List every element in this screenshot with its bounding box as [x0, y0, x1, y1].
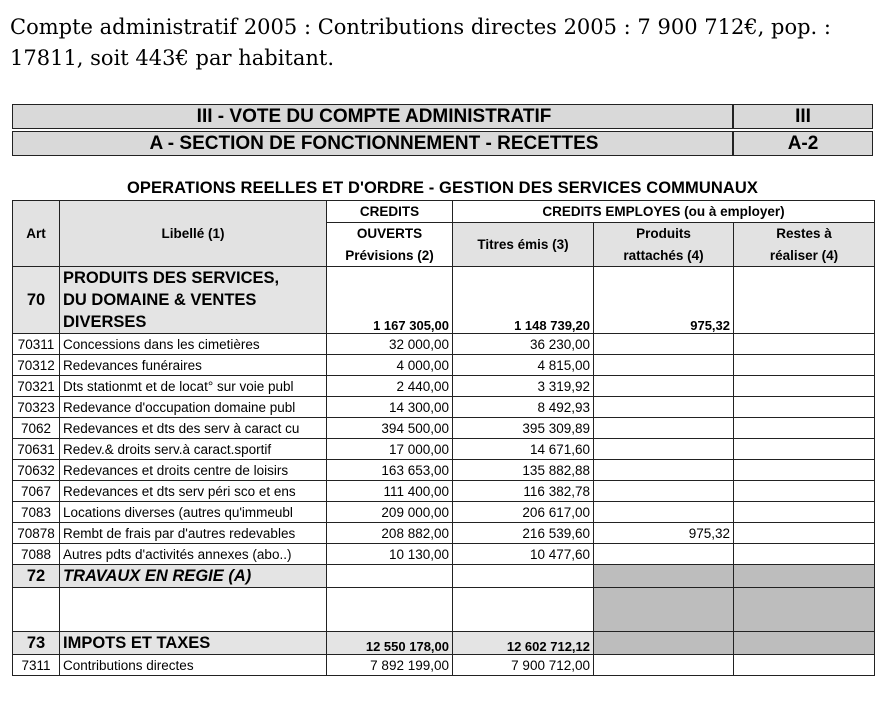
- prevision-cell: 209 000,00: [327, 502, 453, 523]
- restes-cell: [734, 481, 875, 502]
- titres-cell: 395 309,89: [453, 418, 594, 439]
- produits-cell: [594, 439, 734, 460]
- empty-cell: [60, 588, 327, 632]
- produits-cell: [594, 397, 734, 418]
- art-cell: 70631: [13, 439, 60, 460]
- chapter-art: 70: [13, 267, 60, 334]
- empty-row: [13, 588, 875, 632]
- produits-cell: [594, 544, 734, 565]
- empty-cell: [453, 588, 594, 632]
- restes-cell: [734, 334, 875, 355]
- chapter-label: [60, 267, 327, 334]
- banner-title: III - VOTE DU COMPTE ADMINISTRATIF: [196, 106, 552, 127]
- titres-cell: 4 815,00: [453, 355, 594, 376]
- chapter-art: 72: [13, 565, 60, 588]
- chapter-titres: [453, 565, 594, 588]
- table-row: [13, 418, 875, 439]
- chapter-produits: 975,32: [594, 267, 734, 334]
- prevision-cell: 4 000,00: [327, 355, 453, 376]
- restes-cell: [734, 376, 875, 397]
- chapter-row: [13, 267, 875, 334]
- header-produits: Produits: [594, 223, 734, 245]
- table-row: [13, 397, 875, 418]
- label-cell: Contributions directes: [60, 655, 327, 676]
- chapter-produits: [594, 632, 734, 655]
- produits-cell: [594, 355, 734, 376]
- art-cell: 70632: [13, 460, 60, 481]
- titres-cell: 3 319,92: [453, 376, 594, 397]
- prevision-cell: 17 000,00: [327, 439, 453, 460]
- header-restes: Restes à: [734, 223, 875, 245]
- chapter-prevision: 12 550 178,00: [327, 632, 453, 655]
- prevision-cell: 111 400,00: [327, 481, 453, 502]
- restes-cell: [734, 544, 875, 565]
- chapter-restes: [734, 565, 875, 588]
- restes-cell: [734, 418, 875, 439]
- empty-cell: [734, 588, 875, 632]
- restes-cell: [734, 502, 875, 523]
- prevision-cell: 208 882,00: [327, 523, 453, 544]
- produits-cell: 975,32: [594, 523, 734, 544]
- header-credits-employes: CREDITS EMPLOYES (ou à employer): [453, 201, 875, 223]
- header-row: [13, 201, 875, 223]
- header-realiser: réaliser (4): [734, 245, 875, 267]
- chapter-prevision: [327, 565, 453, 588]
- titres-cell: 8 492,93: [453, 397, 594, 418]
- titres-cell: 7 900 712,00: [453, 655, 594, 676]
- chapter-label-line: DIVERSES: [63, 313, 147, 331]
- chapter-restes: [734, 632, 875, 655]
- table-row: [13, 376, 875, 397]
- empty-cell: [13, 588, 60, 632]
- produits-cell: [594, 502, 734, 523]
- operations-title: OPERATIONS REELLES ET D'ORDRE - GESTION DES SERVICES COMMUNAUX: [126, 179, 759, 197]
- label-cell: Redevances funéraires: [60, 355, 327, 376]
- produits-cell: [594, 460, 734, 481]
- chapter-produits: [594, 565, 734, 588]
- chapter-73-rows: [13, 655, 875, 676]
- art-cell: 7311: [13, 655, 60, 676]
- table-row: [13, 460, 875, 481]
- header-libelle: Libellé (1): [60, 201, 327, 267]
- table-row: [13, 439, 875, 460]
- recettes-table: [12, 200, 875, 676]
- header-ouverts: OUVERTS: [327, 223, 453, 245]
- header-art: Art: [13, 201, 60, 267]
- art-cell: 7083: [13, 502, 60, 523]
- label-cell: Redev.& droits serv.à caract.sportif: [60, 439, 327, 460]
- label-cell: Redevances et dts serv péri sco et ens: [60, 481, 327, 502]
- chapter-restes: [734, 267, 875, 334]
- titres-cell: 14 671,60: [453, 439, 594, 460]
- titres-cell: 216 539,60: [453, 523, 594, 544]
- titres-cell: 36 230,00: [453, 334, 594, 355]
- banner-code: A-2: [732, 132, 872, 155]
- prevision-cell: 394 500,00: [327, 418, 453, 439]
- chapter-70-rows: [13, 334, 875, 565]
- art-cell: 7067: [13, 481, 60, 502]
- prevision-cell: 7 892 199,00: [327, 655, 453, 676]
- art-cell: 70311: [13, 334, 60, 355]
- titres-cell: 206 617,00: [453, 502, 594, 523]
- restes-cell: [734, 397, 875, 418]
- prevision-cell: 2 440,00: [327, 376, 453, 397]
- restes-cell: [734, 439, 875, 460]
- label-cell: Rembt de frais par d'autres redevables: [60, 523, 327, 544]
- titres-cell: 116 382,78: [453, 481, 594, 502]
- intro-line-1: Compte administratif 2005 : Contributions directes 2005 : 7 900 712€, pop. :: [10, 15, 831, 39]
- art-cell: 70323: [13, 397, 60, 418]
- chapter-titres: 12 602 712,12: [453, 632, 594, 655]
- chapter-titres: 1 148 739,20: [453, 267, 594, 334]
- prevision-cell: 10 130,00: [327, 544, 453, 565]
- produits-cell: [594, 481, 734, 502]
- table-row: [13, 481, 875, 502]
- header-previsions: Prévisions (2): [327, 245, 453, 267]
- header-credits: CREDITS: [327, 201, 453, 223]
- label-cell: Concessions dans les cimetières: [60, 334, 327, 355]
- art-cell: 7088: [13, 544, 60, 565]
- chapter-row: [13, 632, 875, 655]
- chapter-row: [13, 565, 875, 588]
- banner-title: A - SECTION DE FONCTIONNEMENT - RECETTES: [149, 133, 599, 154]
- header-titres: Titres émis (3): [453, 223, 594, 267]
- label-cell: Dts stationmt et de locat° sur voie publ: [60, 376, 327, 397]
- art-cell: 70878: [13, 523, 60, 544]
- restes-cell: [734, 655, 875, 676]
- art-cell: 70321: [13, 376, 60, 397]
- chapter-label: IMPOTS ET TAXES: [60, 632, 327, 655]
- empty-cell: [594, 588, 734, 632]
- restes-cell: [734, 460, 875, 481]
- art-cell: 7062: [13, 418, 60, 439]
- titres-cell: 135 882,88: [453, 460, 594, 481]
- banner-section: [12, 131, 873, 156]
- restes-cell: [734, 523, 875, 544]
- header-rattaches: rattachés (4): [594, 245, 734, 267]
- art-cell: 70312: [13, 355, 60, 376]
- label-cell: Redevances et droits centre de loisirs: [60, 460, 327, 481]
- label-cell: Redevances et dts des serv à caract cu: [60, 418, 327, 439]
- prevision-cell: 163 653,00: [327, 460, 453, 481]
- label-cell: Autres pdts d'activités annexes (abo..): [60, 544, 327, 565]
- table-row: [13, 502, 875, 523]
- table-row: [13, 523, 875, 544]
- label-cell: Locations diverses (autres qu'immeubl: [60, 502, 327, 523]
- chapter-label: TRAVAUX EN REGIE (A): [60, 565, 327, 588]
- produits-cell: [594, 655, 734, 676]
- chapter-prevision: 1 167 305,00: [327, 267, 453, 334]
- intro-text: [10, 12, 874, 74]
- titres-cell: 10 477,60: [453, 544, 594, 565]
- prevision-cell: 14 300,00: [327, 397, 453, 418]
- empty-cell: [327, 588, 453, 632]
- produits-cell: [594, 376, 734, 397]
- prevision-cell: 32 000,00: [327, 334, 453, 355]
- table-row: [13, 355, 875, 376]
- table-row: [13, 655, 875, 676]
- chapter-label-line: PRODUITS DES SERVICES,: [63, 269, 280, 287]
- chapter-art: 73: [13, 632, 60, 655]
- produits-cell: [594, 418, 734, 439]
- produits-cell: [594, 334, 734, 355]
- banner-vote-compte: [12, 104, 873, 129]
- intro-line-2: 17811, soit 443€ par habitant.: [10, 46, 335, 70]
- label-cell: Redevance d'occupation domaine publ: [60, 397, 327, 418]
- chapter-label-line: DU DOMAINE & VENTES: [63, 291, 257, 309]
- restes-cell: [734, 355, 875, 376]
- table-row: [13, 544, 875, 565]
- table-row: [13, 334, 875, 355]
- banner-code: III: [732, 105, 872, 128]
